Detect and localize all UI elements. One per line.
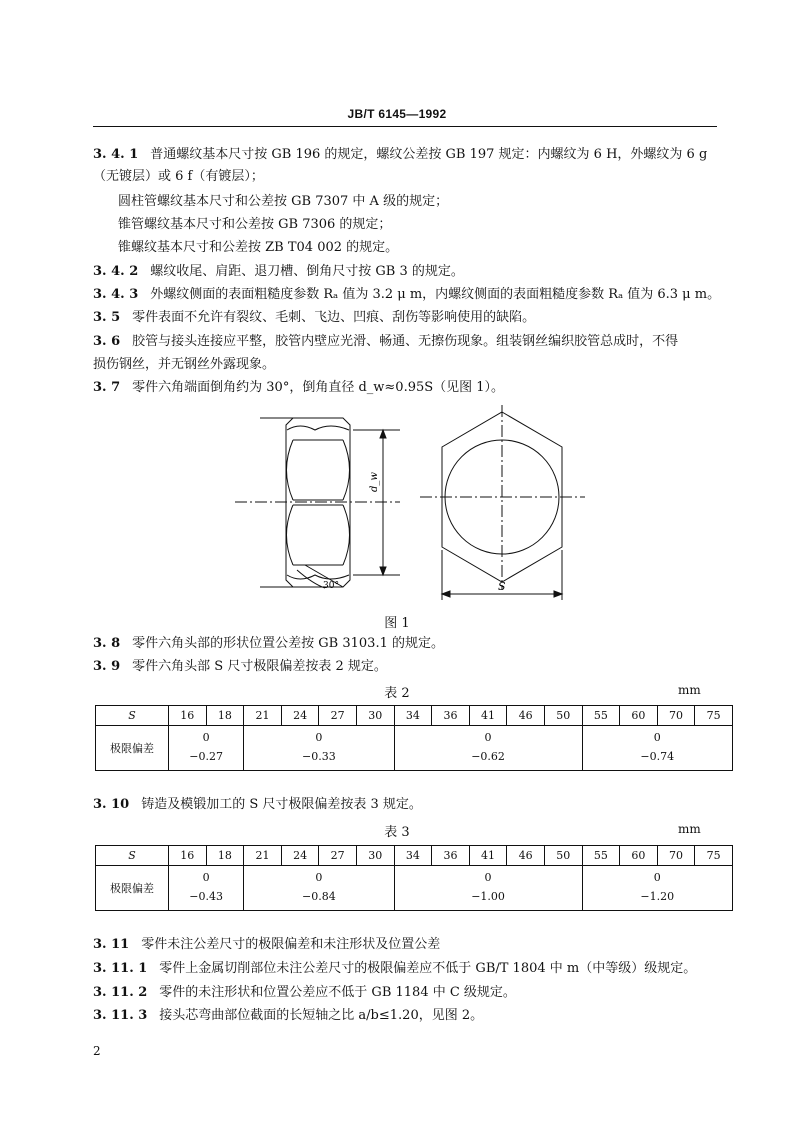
deviation-cell xyxy=(394,726,582,771)
size-cell: 70 xyxy=(657,846,695,866)
size-cell: 27 xyxy=(319,846,357,866)
clause-3-9 xyxy=(93,658,387,676)
size-cell: 16 xyxy=(169,846,207,866)
size-cell: 36 xyxy=(432,706,470,726)
clause-3-4-1-b: 锥管螺纹基本尺寸和公差按 GB 7306 的规定； xyxy=(118,217,392,232)
clause-text: 零件六角头部的形状位置公差按 GB 3103.1 的规定。 xyxy=(132,636,444,651)
upper-deviation: 0 xyxy=(202,731,210,744)
size-cell: 30 xyxy=(356,846,394,866)
clause-number: 3. 11. 3 xyxy=(93,1008,148,1023)
size-cell: 18 xyxy=(206,846,244,866)
clause-text: 外螺纹侧面的表面粗糙度参数 Rₐ 值为 3.2 μ m，内螺纹侧面的表面粗糙度参数 Rₐ 值为 6.3 μ m。 xyxy=(150,287,721,302)
clause-3-11 xyxy=(93,936,440,954)
clause-3-4-1-c: 锥螺纹基本尺寸和公差按 ZB T04 002 的规定。 xyxy=(118,240,399,255)
size-cell: 55 xyxy=(582,846,620,866)
clause-3-6-cont: 损伤钢丝，并无钢丝外露现象。 xyxy=(93,357,276,372)
lower-deviation: −0.62 xyxy=(471,750,505,763)
size-cell: 70 xyxy=(657,706,695,726)
clause-3-7 xyxy=(93,379,504,397)
clause-text: 零件未注公差尺寸的极限偏差和未注形状及位置公差 xyxy=(141,937,441,952)
deviation-cell xyxy=(244,866,394,911)
size-cell: 55 xyxy=(582,706,620,726)
size-cell: 41 xyxy=(469,706,507,726)
size-cell: 46 xyxy=(507,846,545,866)
upper-deviation: 0 xyxy=(315,731,323,744)
s-label: S xyxy=(498,580,506,593)
deviation-cell xyxy=(169,866,244,911)
clause-number: 3. 4. 2 xyxy=(93,264,139,279)
clause-number: 3. 6 xyxy=(93,334,121,349)
size-cell: 60 xyxy=(620,846,658,866)
clause-text: 零件六角端面倒角约为 30°，倒角直径 d_w≈0.95S（见图 1）。 xyxy=(132,380,505,395)
lower-deviation: −1.00 xyxy=(471,890,505,903)
upper-deviation: 0 xyxy=(484,731,492,744)
clause-text: 普通螺纹基本尺寸按 GB 196 的规定，螺纹公差按 GB 197 规定：内螺纹为 6 H，外螺纹为 6 g xyxy=(150,147,708,162)
deviation-cell xyxy=(244,726,394,771)
deviation-cell xyxy=(582,866,732,911)
size-cell: 50 xyxy=(544,846,582,866)
clause-3-11-1 xyxy=(93,960,696,978)
clause-3-4-1 xyxy=(93,146,707,164)
size-cell: 60 xyxy=(620,706,658,726)
header-rule xyxy=(93,126,717,127)
clause-number: 3. 5 xyxy=(93,310,121,325)
size-cell: 50 xyxy=(544,706,582,726)
size-cell: 75 xyxy=(695,706,733,726)
size-cell: 24 xyxy=(281,706,319,726)
clause-3-10 xyxy=(93,796,422,814)
clause-3-4-3 xyxy=(93,286,720,304)
lower-deviation: −1.20 xyxy=(640,890,675,903)
table-2-unit: mm xyxy=(678,683,701,697)
deviation-header: 极限偏差 xyxy=(96,726,169,771)
size-cell: 21 xyxy=(244,846,282,866)
upper-deviation: 0 xyxy=(315,871,323,884)
figure-1-drawing xyxy=(225,400,585,605)
clause-3-8 xyxy=(93,635,444,653)
table-3-caption: 表 3 xyxy=(384,825,410,840)
table-2 xyxy=(95,705,733,771)
clause-3-4-1-a: 圆柱管螺纹基本尺寸和公差按 GB 7307 中 A 级的规定； xyxy=(118,194,449,209)
size-cell: 46 xyxy=(507,706,545,726)
clause-number: 3. 9 xyxy=(93,659,121,674)
size-header: S xyxy=(96,846,169,866)
clause-number: 3. 11. 1 xyxy=(93,961,148,976)
clause-3-4-2 xyxy=(93,263,464,281)
clause-number: 3. 4. 1 xyxy=(93,147,139,162)
table-2-caption: 表 2 xyxy=(384,686,410,701)
lower-deviation: −0.33 xyxy=(302,750,336,763)
size-cell: 27 xyxy=(319,706,357,726)
clause-text: 螺纹收尾、肩距、退刀槽、倒角尺寸按 GB 3 的规定。 xyxy=(150,264,464,279)
page-number: 2 xyxy=(93,1044,101,1058)
size-cell: 30 xyxy=(356,706,394,726)
clause-number: 3. 4. 3 xyxy=(93,287,139,302)
upper-deviation: 0 xyxy=(202,871,210,884)
size-cell: 18 xyxy=(206,706,244,726)
clause-3-4-1-cont: （无镀层）或 6 f（有镀层）； xyxy=(93,169,264,184)
page-header: JB/T 6145—1992 xyxy=(347,107,447,121)
angle-label: 30° xyxy=(323,581,339,591)
lower-deviation: −0.43 xyxy=(189,890,223,903)
table-3-unit: mm xyxy=(678,822,701,836)
deviation-cell xyxy=(394,866,582,911)
clause-text: 胶管与接头连接应平整，胶管内壁应光滑、畅通、无擦伤现象。组装钢丝编织胶管总成时，不得 xyxy=(132,334,679,349)
upper-deviation: 0 xyxy=(653,871,661,884)
clause-text: 零件表面不允许有裂纹、毛刺、飞边、凹痕、刮伤等影响使用的缺陷。 xyxy=(132,310,536,325)
lower-deviation: −0.74 xyxy=(640,750,675,763)
clause-3-6 xyxy=(93,333,678,351)
table-3 xyxy=(95,845,733,911)
clause-3-5 xyxy=(93,309,535,327)
clause-number: 3. 11. 2 xyxy=(93,985,148,1000)
figure-1-caption: 图 1 xyxy=(384,616,410,631)
size-cell: 34 xyxy=(394,846,432,866)
clause-number: 3. 10 xyxy=(93,797,130,812)
size-cell: 34 xyxy=(394,706,432,726)
deviation-cell xyxy=(169,726,244,771)
clause-text: 零件六角头部 S 尺寸极限偏差按表 2 规定。 xyxy=(132,659,387,674)
size-cell: 24 xyxy=(281,846,319,866)
lower-deviation: −0.84 xyxy=(302,890,336,903)
upper-deviation: 0 xyxy=(653,731,661,744)
size-cell: 41 xyxy=(469,846,507,866)
size-cell: 36 xyxy=(432,846,470,866)
upper-deviation: 0 xyxy=(484,871,492,884)
clause-text: 接头芯弯曲部位截面的长短轴之比 a/b≤1.20，见图 2。 xyxy=(159,1008,484,1023)
clause-number: 3. 7 xyxy=(93,380,121,395)
clause-text: 零件上金属切削部位未注公差尺寸的极限偏差应不低于 GB/T 1804 中 m（中等级）级规定。 xyxy=(159,961,697,976)
clause-text: 零件的未注形状和位置公差应不低于 GB 1184 中 C 级规定。 xyxy=(159,985,516,1000)
clause-3-11-2 xyxy=(93,984,516,1002)
size-cell: 16 xyxy=(169,706,207,726)
size-cell: 75 xyxy=(695,846,733,866)
deviation-header: 极限偏差 xyxy=(96,866,169,911)
deviation-cell xyxy=(582,726,732,771)
lower-deviation: −0.27 xyxy=(189,750,223,763)
size-cell: 21 xyxy=(244,706,282,726)
size-header: S xyxy=(96,706,169,726)
dw-label: d_w xyxy=(369,472,380,492)
clause-number: 3. 8 xyxy=(93,636,121,651)
clause-text: 铸造及模锻加工的 S 尺寸极限偏差按表 3 规定。 xyxy=(141,797,422,812)
table-3-container xyxy=(95,845,733,911)
table-2-container xyxy=(95,705,733,771)
clause-3-11-3 xyxy=(93,1007,483,1025)
clause-number: 3. 11 xyxy=(93,937,130,952)
